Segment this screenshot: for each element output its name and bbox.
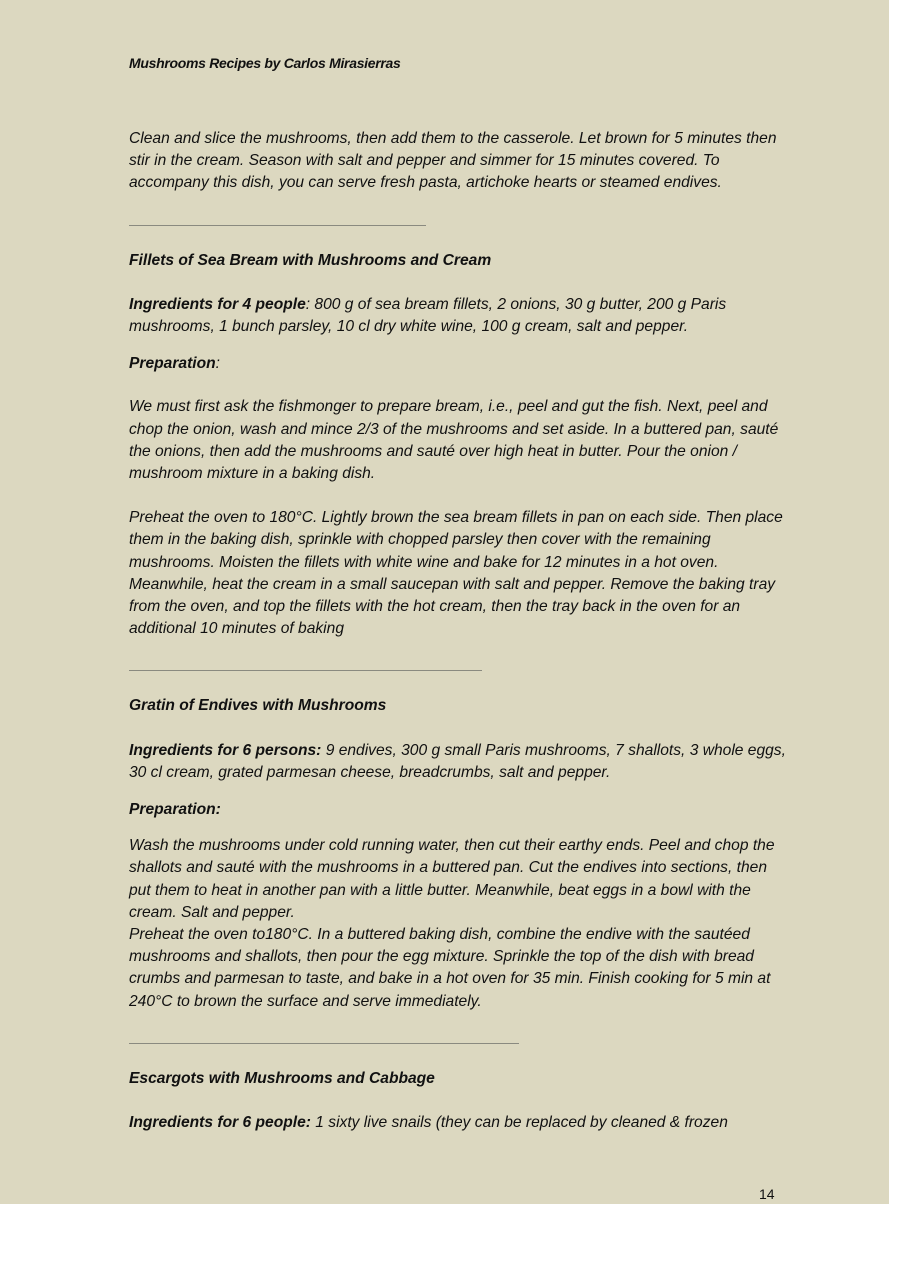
section-divider — [129, 225, 426, 226]
section-divider — [129, 1043, 519, 1044]
preparation-colon: : — [215, 355, 221, 373]
page-number: 14 — [759, 1186, 775, 1202]
page-content — [129, 128, 789, 1134]
running-header: Mushrooms Recipes by Carlos Mirasierras — [129, 55, 401, 71]
preparation-step: Meanwhile, heat the cream in a small saucepan with salt and pepper. Remove the baking tray from the oven, and top the fillets with the hot cream, then the tray back in the oven for an additional 10 minutes of baking — [129, 575, 776, 638]
ingredients-paragraph — [129, 1112, 789, 1134]
intro-paragraph: Clean and slice the mushrooms, then add them to the casserole. Let brown for 5 minutes then stir in the cream. Season with salt and pepper and simmer for 15 minutes covered. To accompany this dish, you can serve fresh pasta, artichoke hearts or steamed endives. — [129, 130, 777, 192]
preparation-step: Preheat the oven to180°C. In a buttered baking dish, combine the endive with the sautéed mushrooms and shallots, then pour the egg mixture. Sprinkle the top of the dish with bread crumbs and parmesan to taste, and bake in a hot oven for 35 min. Finish cooking for 5 min at 240°C to brown the surface and serve immediately. — [129, 926, 771, 1010]
ingredients-label: Ingredients for 4 people — [129, 295, 306, 313]
preparation-step: We must first ask the fishmonger to prepare bream, i.e., peel and gut the fish. Next, peel and chop the onion, wash and mince 2/3 of the mushrooms and set aside. In a buttered pan, sauté the onions, then add the mushrooms and sauté over high heat in butter. Pour the onion / mushroom mixture in a baking dish. — [129, 398, 779, 483]
preparation-step: Wash the mushrooms under cold running water, then cut their earthy ends. Peel and chop the shallots and sauté with the mushrooms in a buttered pan. Cut the endives into sections, then put them to heat in another pan with a little butter. Meanwhile, beat eggs in a bowl with the cream. Salt and pepper. — [129, 837, 775, 921]
preparation-step: Preheat the oven to 180°C. Lightly brown the sea bream fillets in pan on each side. Then place them in the baking dish, sprinkle with chopped parsley then cover with the remaining mushrooms. Moisten the fillets with white wine and bake for 12 minutes in a hot oven. — [129, 509, 783, 571]
section-divider — [129, 670, 482, 671]
preparation-label: Preparation — [129, 355, 216, 373]
ingredients-paragraph — [129, 294, 789, 338]
ingredients-label: Ingredients for 6 people: — [129, 1114, 311, 1132]
ingredients-text: : 800 g of sea bream fillets, 2 onions, 30 g butter, 200 g Paris mushrooms, 1 bunch parsley, 10 cl dry white wine, 100 g cream, salt and pepper. — [129, 295, 727, 336]
ingredients-text: 1 sixty live snails (they can be replaced by cleaned & frozen — [310, 1114, 728, 1132]
recipe-title: Fillets of Sea Bream with Mushrooms and Cream — [129, 251, 492, 269]
ingredients-text: 9 endives, 300 g small Paris mushrooms, 7 shallots, 3 whole eggs, 30 cl cream, grated parmesan cheese, breadcrumbs, salt and pepper. — [129, 741, 786, 781]
recipe-title: Gratin of Endives with Mushrooms — [129, 697, 387, 715]
ingredients-label: Ingredients for 6 persons: — [129, 741, 322, 759]
preparation-heading — [129, 353, 789, 375]
recipe-title: Escargots with Mushrooms and Cabbage — [129, 1069, 435, 1087]
preparation-label: Preparation: — [129, 801, 221, 819]
ingredients-paragraph — [129, 740, 789, 784]
